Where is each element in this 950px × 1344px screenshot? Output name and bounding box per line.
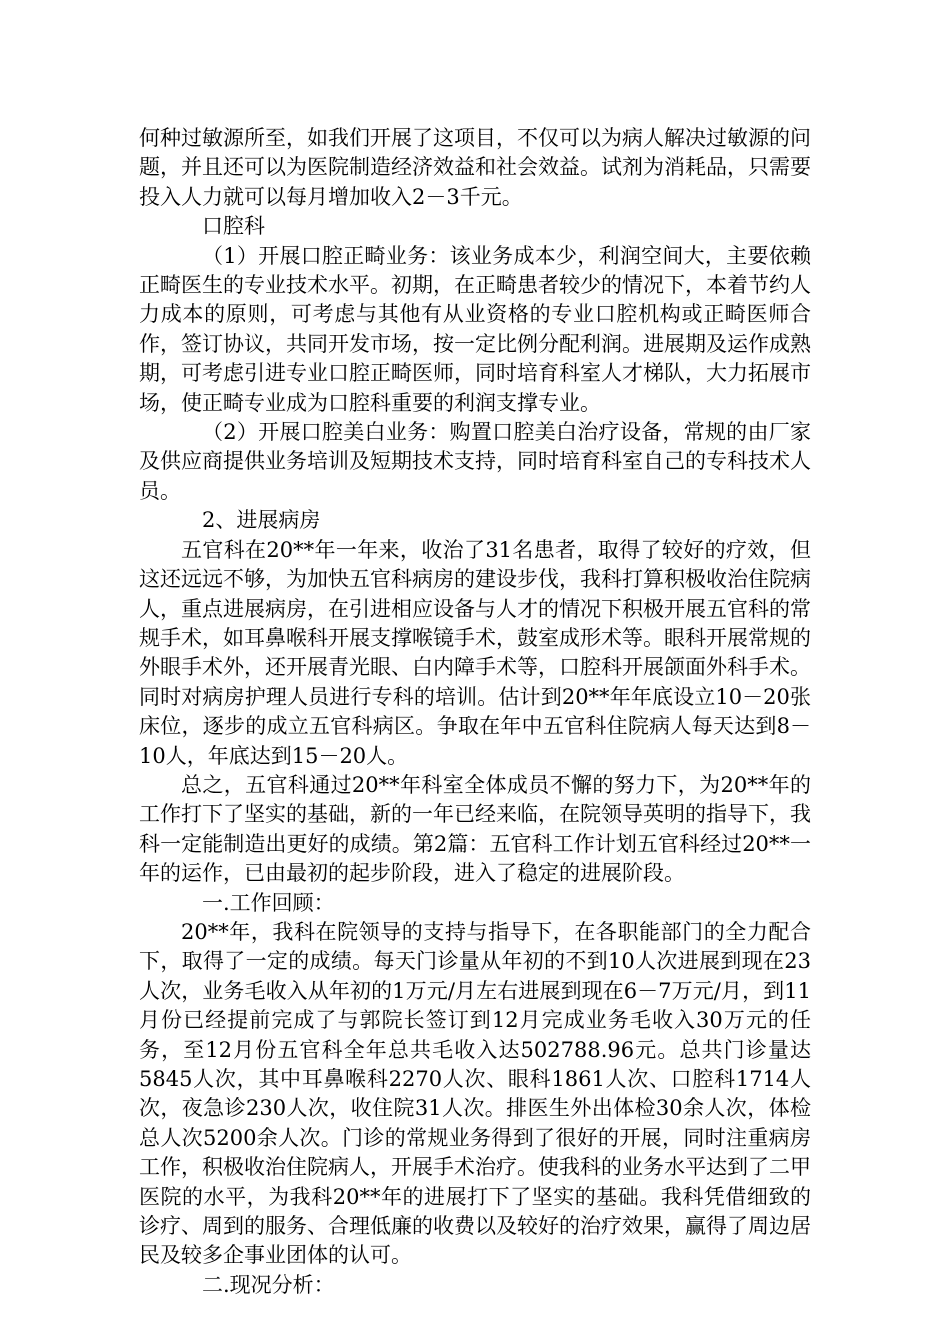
paragraph-orthodontics: （1）开展口腔正畸业务：该业务成本少，利润空间大，主要依赖正畸医生的专业技术水平。初期，在正畸患者较少的情况下，本着节约人力成本的原则，可考虑与其他有从业资格的专业口腔机构或正畸医师合作，签订协议，共同开发市场，按一定比例分配利润。进展期及运作成熟期，可考虑引进专业口腔正畸医师，同时培育科室人才梯队，大力拓展市场，使正畸专业成为口腔科重要的利润支撑专业。 (139, 243, 811, 415)
section-heading-review: 一.工作回顾： (202, 890, 335, 915)
paragraph-allergy-continuation: 何种过敏源所至，如我们开展了这项目，不仅可以为病人解决过敏源的问题，并且还可以为医院制造经济效益和社会效益。试剂为消耗品，只需要投入人力就可以每月增加收入2－3千元。 (139, 126, 811, 209)
paragraph-whitening: （2）开展口腔美白业务：购置口腔美白治疗设备，常规的由厂家及供应商提供业务培训及短期技术支持，同时培育科室自己的专科技术人员。 (139, 420, 811, 503)
paragraph-ward: 五官科在20**年一年来，收治了31名患者，取得了较好的疗效，但这还远远不够，为加快五官科病房的建设步伐，我科打算积极收治住院病人，重点进展病房，在引进相应设备与人才的情况下积极开展五官科的常规手术，如耳鼻喉科开展支撑喉镜手术，鼓室成形术等。眼科开展常规的外眼手术外，还开展青光眼、白内障手术等，口腔科开展颌面外科手术。同时对病房护理人员进行专科的培训。估计到20**年年底设立10－20张床位，逐步的成立五官科病区。争取在年中五官科住院病人每天达到8－10人，年底达到15－20人。 (139, 537, 811, 768)
section-heading-analysis: 二.现况分析： (202, 1272, 335, 1297)
section-heading-ward: 2、进展病房 (202, 508, 321, 533)
paragraph-review: 20**年，我科在院领导的支持与指导下，在各职能部门的全力配合下，取得了一定的成绩。每天门诊量从年初的不到10人次进展到现在23人次，业务毛收入从年初的1万元/月左右进展到现在6－7万元/月，到11月份已经提前完成了与郭院长签订到12月完成业务毛收入30万元的任务，至12月份五官科全年总共毛收入达502788.96元。总共门诊量达5845人次，其中耳鼻喉科2270人次、眼科1861人次、口腔科1714人次，夜急诊230人次，收住院31人次。排医生外出体检30余人次，体检总人次5200余人次。门诊的常规业务得到了很好的开展，同时注重病房工作，积极收治住院病人，开展手术治疗。使我科的业务水平达到了二甲医院的水平，为我科20**年的进展打下了坚实的基础。我科凭借细致的诊疗、周到的服务、合理低廉的收费以及较好的治疗效果，赢得了周边居民及较多企事业团体的认可。 (139, 919, 811, 1268)
section-heading-oral: 口腔科 (202, 214, 265, 239)
paragraph-summary: 总之，五官科通过20**年科室全体成员不懈的努力下，为20**年的工作打下了坚实的基础，新的一年已经来临，在院领导英明的指导下，我科一定能制造出更好的成绩。第2篇：五官科工作计划五官科经过20**一年的运作，已由最初的起步阶段，进入了稳定的进展阶段。 (139, 772, 811, 886)
document-body (139, 124, 811, 1300)
